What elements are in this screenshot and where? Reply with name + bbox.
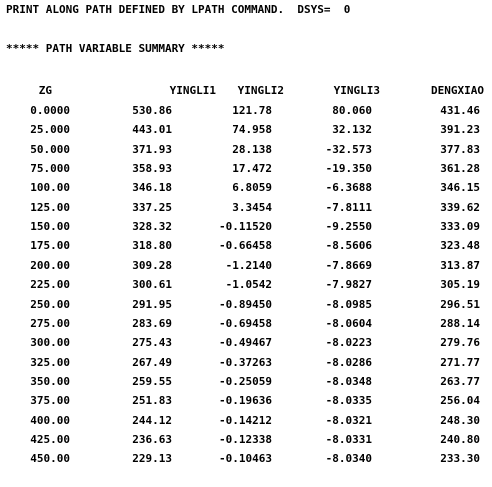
cell-yingli2: 74.958 — [232, 123, 272, 136]
cell-yingli3: -19.350 — [325, 162, 372, 175]
cell-yingli3: -32.573 — [325, 143, 372, 156]
cell-yingli2: -0.25059 — [219, 375, 272, 388]
cell-zg: 50.000 — [30, 143, 70, 156]
cell-yingli3: -7.9827 — [325, 278, 372, 291]
table-row — [0, 181, 492, 195]
cell-zg: 275.00 — [30, 317, 70, 330]
cell-dengxiao: 313.87 — [440, 259, 480, 272]
table-row — [0, 259, 492, 273]
path-variable-summary-title: ***** PATH VARIABLE SUMMARY ***** — [6, 42, 225, 55]
cell-yingli3: -7.8111 — [325, 201, 372, 214]
table-row — [0, 239, 492, 253]
cell-zg: 25.000 — [30, 123, 70, 136]
table-row — [0, 104, 492, 118]
cell-zg: 150.00 — [30, 220, 70, 233]
cell-yingli2: -1.2140 — [225, 259, 272, 272]
cell-zg: 375.00 — [30, 394, 70, 407]
column-header-dengxiao: DENGXIAO — [431, 84, 484, 97]
cell-yingli3: 32.132 — [332, 123, 372, 136]
cell-yingli1: 358.93 — [132, 162, 172, 175]
cell-yingli1: 300.61 — [132, 278, 172, 291]
table-row — [0, 278, 492, 292]
cell-yingli1: 251.83 — [132, 394, 172, 407]
cell-yingli3: -8.0286 — [325, 356, 372, 369]
cell-zg: 200.00 — [30, 259, 70, 272]
cell-yingli3: -8.0321 — [325, 414, 372, 427]
cell-zg: 400.00 — [30, 414, 70, 427]
cell-yingli3: 80.060 — [332, 104, 372, 117]
cell-zg: 325.00 — [30, 356, 70, 369]
table-header-row — [0, 84, 492, 98]
cell-yingli3: -8.0335 — [325, 394, 372, 407]
path-print-header: PRINT ALONG PATH DEFINED BY LPATH COMMAND. DSYS= 0 — [6, 3, 351, 16]
cell-zg: 425.00 — [30, 433, 70, 446]
cell-yingli1: 309.28 — [132, 259, 172, 272]
cell-yingli2: 28.138 — [232, 143, 272, 156]
cell-dengxiao: 346.15 — [440, 181, 480, 194]
cell-dengxiao: 271.77 — [440, 356, 480, 369]
cell-yingli1: 318.80 — [132, 239, 172, 252]
cell-dengxiao: 248.30 — [440, 414, 480, 427]
cell-dengxiao: 305.19 — [440, 278, 480, 291]
cell-zg: 350.00 — [30, 375, 70, 388]
column-header-yingli1: YINGLI1 — [169, 84, 216, 97]
cell-zg: 75.000 — [30, 162, 70, 175]
table-row — [0, 394, 492, 408]
cell-zg: 100.00 — [30, 181, 70, 194]
column-header-yingli2: YINGLI2 — [237, 84, 284, 97]
cell-yingli3: -7.8669 — [325, 259, 372, 272]
cell-dengxiao: 279.76 — [440, 336, 480, 349]
cell-yingli3: -8.0223 — [325, 336, 372, 349]
cell-dengxiao: 333.09 — [440, 220, 480, 233]
cell-yingli3: -8.0985 — [325, 298, 372, 311]
cell-dengxiao: 263.77 — [440, 375, 480, 388]
cell-yingli2: -1.0542 — [225, 278, 272, 291]
cell-dengxiao: 339.62 — [440, 201, 480, 214]
cell-yingli1: 337.25 — [132, 201, 172, 214]
table-row — [0, 375, 492, 389]
cell-yingli3: -8.0331 — [325, 433, 372, 446]
table-row — [0, 220, 492, 234]
cell-yingli1: 443.01 — [132, 123, 172, 136]
cell-yingli2: -0.10463 — [219, 452, 272, 465]
cell-yingli1: 259.55 — [132, 375, 172, 388]
cell-yingli1: 328.32 — [132, 220, 172, 233]
cell-yingli1: 371.93 — [132, 143, 172, 156]
cell-dengxiao: 288.14 — [440, 317, 480, 330]
cell-dengxiao: 391.23 — [440, 123, 480, 136]
cell-yingli2: -0.89450 — [219, 298, 272, 311]
table-row — [0, 414, 492, 428]
table-row — [0, 356, 492, 370]
cell-yingli3: -8.0340 — [325, 452, 372, 465]
cell-yingli2: -0.14212 — [219, 414, 272, 427]
cell-yingli3: -8.0348 — [325, 375, 372, 388]
table-row — [0, 162, 492, 176]
cell-dengxiao: 361.28 — [440, 162, 480, 175]
cell-yingli2: -0.69458 — [219, 317, 272, 330]
column-header-yingli3: YINGLI3 — [333, 84, 380, 97]
cell-dengxiao: 323.48 — [440, 239, 480, 252]
cell-dengxiao: 240.80 — [440, 433, 480, 446]
cell-yingli3: -6.3688 — [325, 181, 372, 194]
cell-yingli3: -8.5606 — [325, 239, 372, 252]
cell-yingli2: 121.78 — [232, 104, 272, 117]
table-row — [0, 317, 492, 331]
cell-yingli3: -8.0604 — [325, 317, 372, 330]
cell-zg: 0.0000 — [30, 104, 70, 117]
cell-yingli1: 346.18 — [132, 181, 172, 194]
cell-dengxiao: 256.04 — [440, 394, 480, 407]
table-row — [0, 452, 492, 466]
cell-yingli3: -9.2550 — [325, 220, 372, 233]
cell-yingli2: -0.49467 — [219, 336, 272, 349]
cell-yingli2: -0.37263 — [219, 356, 272, 369]
column-header-zg: ZG — [38, 84, 52, 97]
cell-yingli1: 530.86 — [132, 104, 172, 117]
cell-zg: 225.00 — [30, 278, 70, 291]
cell-dengxiao: 377.83 — [440, 143, 480, 156]
cell-yingli1: 283.69 — [132, 317, 172, 330]
cell-yingli2: -0.12338 — [219, 433, 272, 446]
cell-yingli1: 229.13 — [132, 452, 172, 465]
table-row — [0, 433, 492, 447]
cell-yingli2: -0.11520 — [219, 220, 272, 233]
table-row — [0, 298, 492, 312]
table-row — [0, 336, 492, 350]
cell-yingli2: 6.8059 — [232, 181, 272, 194]
cell-yingli2: 17.472 — [232, 162, 272, 175]
cell-yingli1: 236.63 — [132, 433, 172, 446]
cell-yingli1: 275.43 — [132, 336, 172, 349]
cell-zg: 125.00 — [30, 201, 70, 214]
cell-zg: 300.00 — [30, 336, 70, 349]
cell-dengxiao: 431.46 — [440, 104, 480, 117]
cell-yingli2: 3.3454 — [232, 201, 272, 214]
cell-yingli1: 267.49 — [132, 356, 172, 369]
cell-zg: 175.00 — [30, 239, 70, 252]
cell-dengxiao: 296.51 — [440, 298, 480, 311]
cell-zg: 250.00 — [30, 298, 70, 311]
table-row — [0, 201, 492, 215]
cell-zg: 450.00 — [30, 452, 70, 465]
cell-yingli1: 291.95 — [132, 298, 172, 311]
table-row — [0, 123, 492, 137]
cell-yingli2: -0.66458 — [219, 239, 272, 252]
table-row — [0, 143, 492, 157]
cell-yingli2: -0.19636 — [219, 394, 272, 407]
cell-yingli1: 244.12 — [132, 414, 172, 427]
cell-dengxiao: 233.30 — [440, 452, 480, 465]
